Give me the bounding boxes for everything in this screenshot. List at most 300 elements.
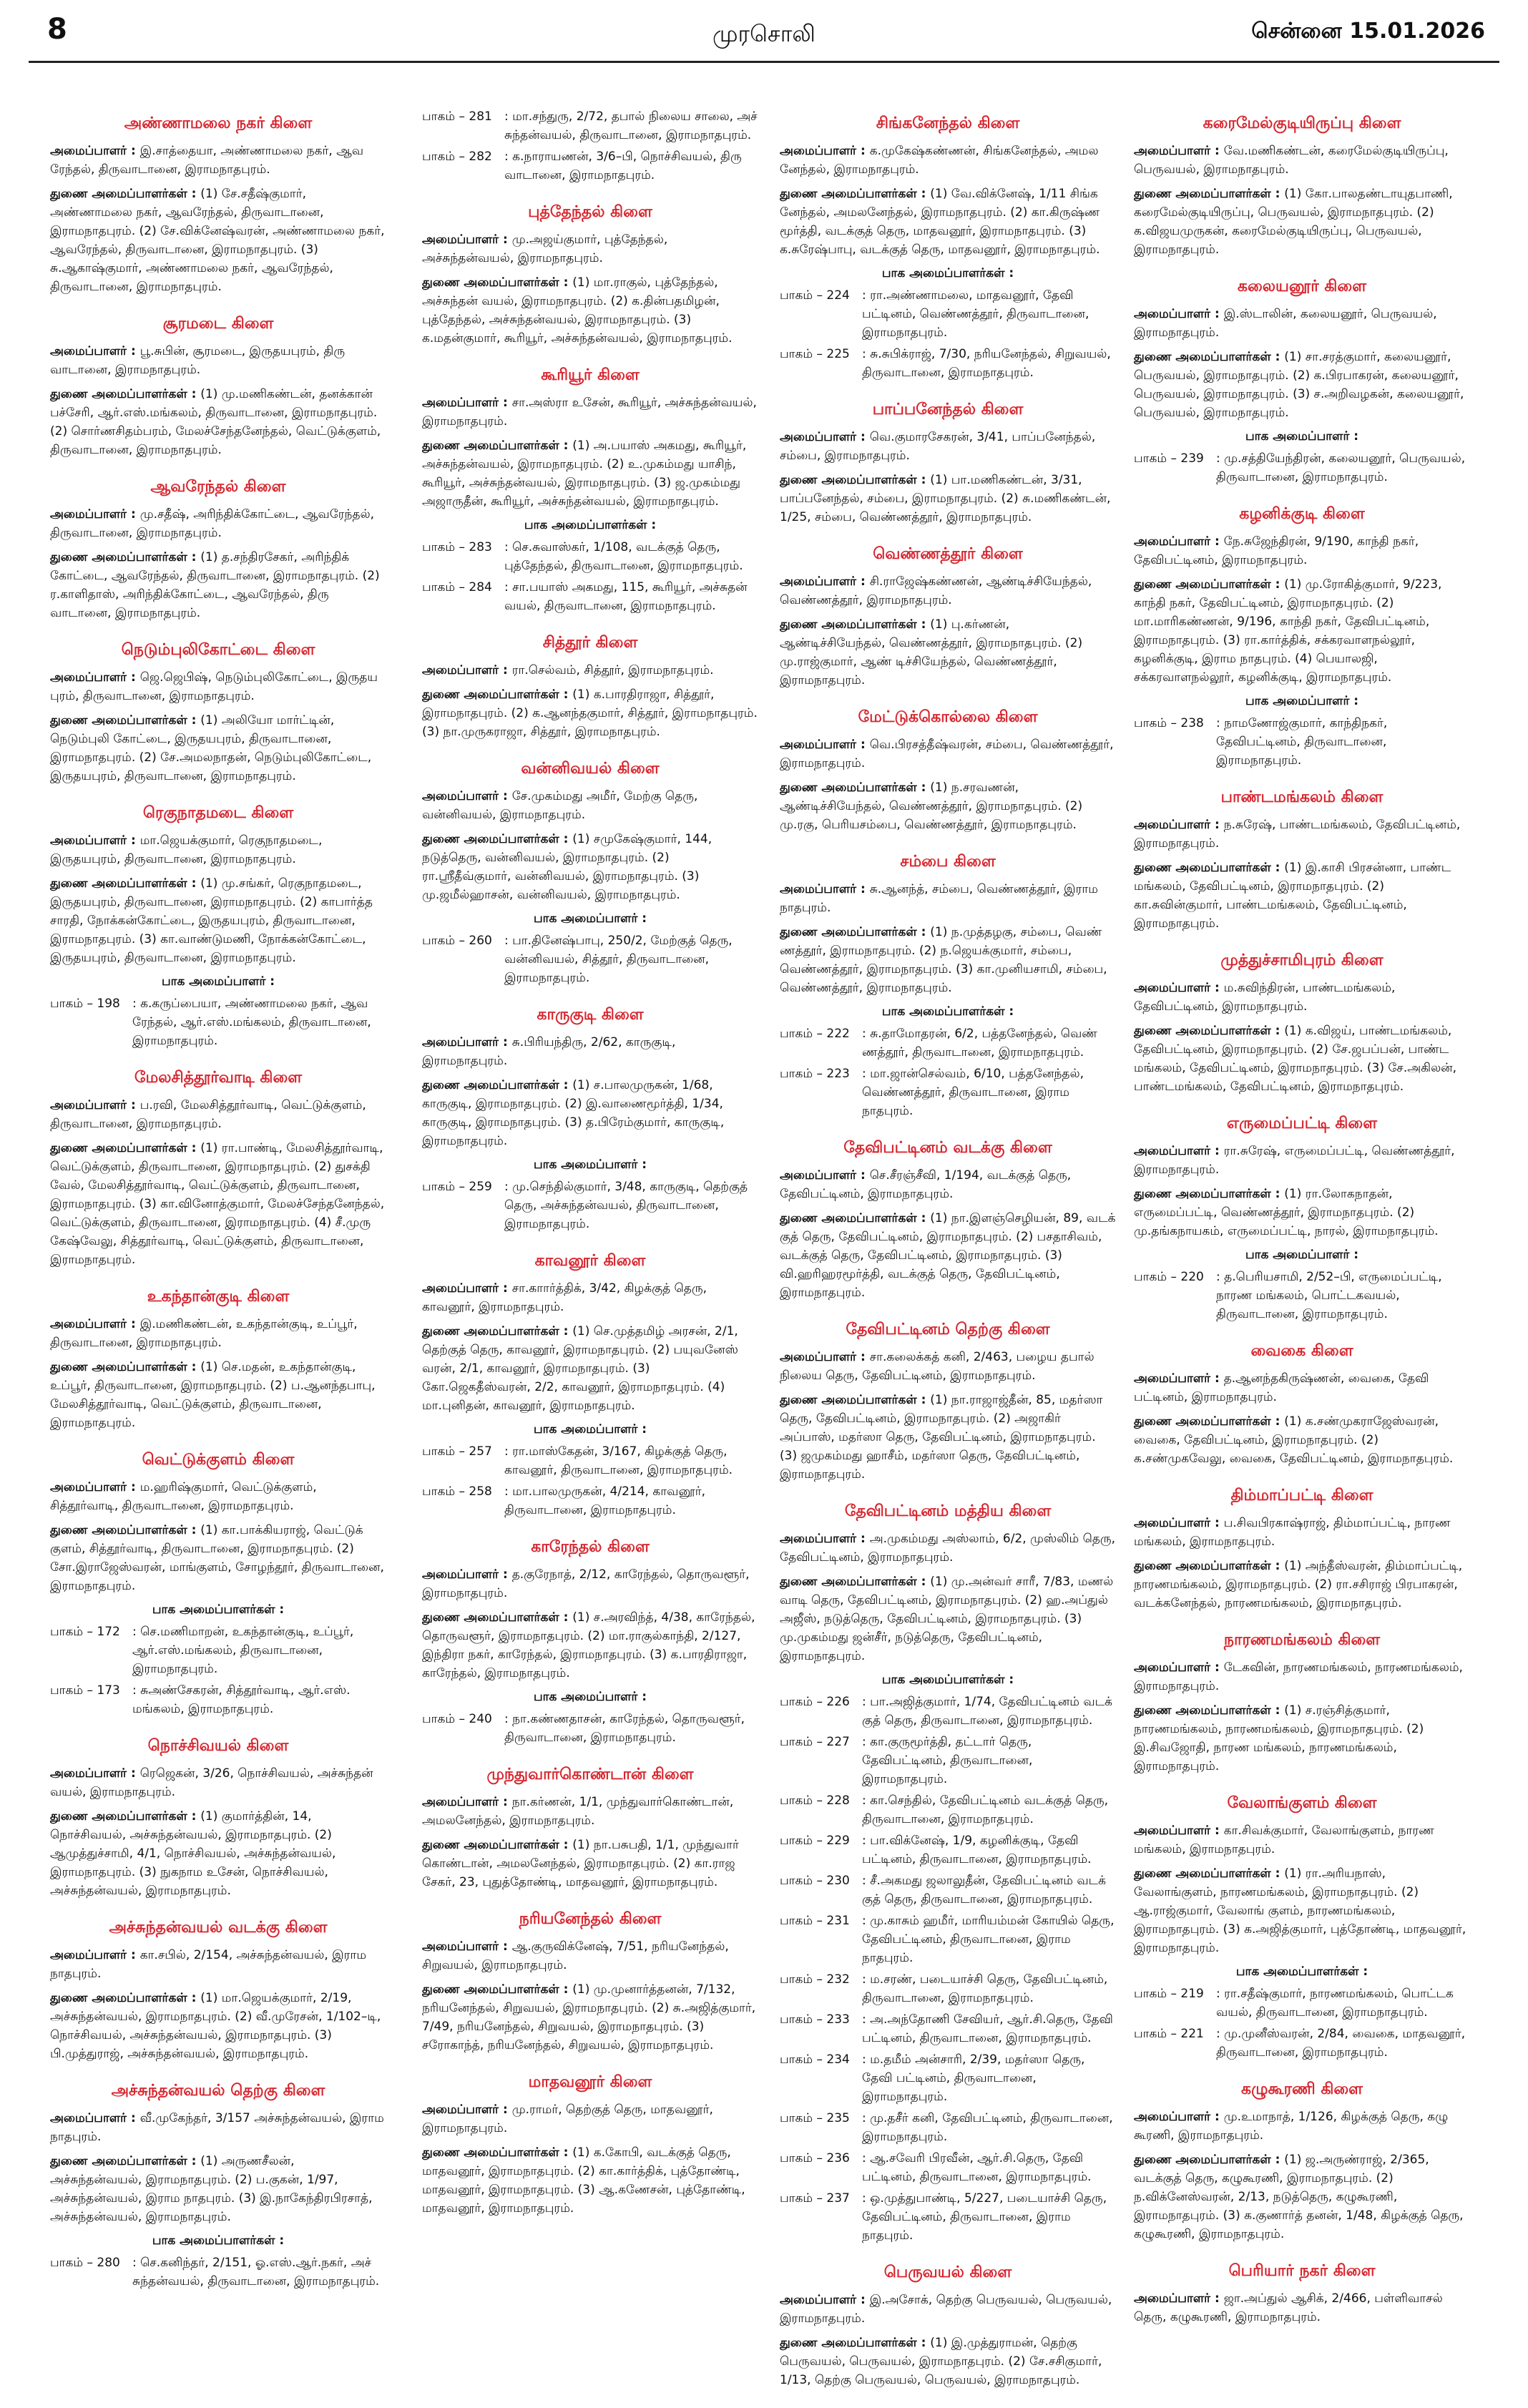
deputy-organizers-entry: [1134, 2150, 1470, 2243]
deputy-text: (1) அருணசீலன், அச்சுந்தன்வயல், இராமநாதபுரம். (2) ப.குகன், 1/97, அச்சுந்தன்வயல், இராம நாதபுரம். (3) இ.நாகேந்திரபிரசாத், அச்சுந்தன்வயல், இராமநாதபுரம்.: [50, 2154, 373, 2224]
deputy-text: (1) ச.அரவிந்த், 4/38, காரேந்தல், தொருவளூர், இராமநாதபுரம். (2) மா.ராகுல்காந்தி, 2/127, இந்திரா நகர், காரேந்தல், இராமநாதபுரம். (3) க.பாரதிராஜா, காரேந்தல், இராமநாதபுரம்.: [422, 1610, 755, 1680]
baga-text: : ஆ.சவேரி பிரவீன், ஆர்.சி.தெரு, தேவி பட்டினம், திருவாடானை, இராமநாதபுரம்.: [862, 2151, 1092, 2184]
branch-section: [422, 1910, 758, 2055]
branch-title: தேவிபட்டினம் வடக்கு கிளை: [843, 1139, 1052, 1157]
organizer-label: அமைப்பாளர் :: [1134, 2110, 1224, 2124]
baga-row: [50, 1681, 386, 1718]
organizer-entry: [780, 735, 1116, 773]
branch-title: கழனிக்குடி கிளை: [1239, 505, 1365, 523]
baga-number: பாகம் – 231: [780, 1914, 850, 1928]
baga-number: பாகம் – 227: [780, 1735, 850, 1749]
organizer-label: அமைப்பாளர் :: [50, 2111, 140, 2125]
baga-number: பாகம் – 236: [780, 2151, 850, 2165]
baga-heading: பாக அமைப்பாளர்கள் :: [524, 518, 657, 532]
baga-row: [780, 286, 1116, 342]
organizer-text: க.முகேஷ்கண்ணன், சிங்கனேந்தல், அமல னேந்தல், இராமநாதபுரம்.: [780, 144, 1099, 177]
branch-section: [1134, 1631, 1470, 1776]
baga-text: : மு.செந்தில்குமார், 3/48, காருகுடி, தெற்குத் தெரு, அச்சுந்தன்வயல், திருவாடானை, இராமநாதபுரம்.: [504, 1180, 748, 1231]
baga-number: பாகம் – 219: [1134, 1987, 1204, 2001]
organizer-text: ம.ஹரிஷ்குமார், வெட்டுக்குளம், சித்தூர்வாடி, திருவாடானை, இராமநாதபுரம்.: [50, 1480, 317, 1513]
organizer-text: சி.ராஜேஷ்கண்ணன், ஆண்டிச்சியேந்தல், வெண்ணத்தூர், இராமநாதபுரம்.: [780, 574, 1092, 607]
deputy-label: துணை அமைப்பாளர்கள் :: [780, 780, 931, 795]
deputy-text: (1) ச.ரஞ்சித்குமார், நாரணமங்கலம், நாரணமங்கலம், இராமநாதபுரம். (2) இ.சிவஜோதி, நாரண மங்கலம், நாரணமங்கலம், இராமநாதபுரம்.: [1134, 1703, 1424, 1773]
deputy-text: (1) த.சந்திரசேகர், அரிந்திக் கோட்டை, ஆவரேந்தல், திருவாடானை, இராமநாதபுரம். (2) ர.காளிதாஸ், அரிந்திக்கோட்டை, ஆவரேந்தல், திரு வாடானை, இராமநாதபுரம்.: [50, 550, 380, 620]
baga-number: பாகம் – 240: [422, 1712, 492, 1726]
organizer-label: அமைப்பாளர் :: [422, 233, 512, 247]
branch-title: வன்னிவயல் கிளை: [521, 760, 660, 778]
deputy-text: (1) ரா.அரியநாஸ், வேலாங்குளம், நாரணமங்கலம், இராமநாதபுரம். (2) ஆ.ராஜ்குமார், வேலாங் குளம், நாரணமங்கலம், இராமநாதபுரம். (3) க.அஜித்குமார், புத்தோண்டி, மாதவனூர், இராமநாதபுரம்.: [1134, 1866, 1466, 1955]
deputy-label: துணை அமைப்பாளர்கள் :: [780, 187, 931, 201]
baga-number: பாகம் – 282: [422, 150, 492, 164]
baga-row: [422, 107, 758, 145]
deputy-text: (1) இ.காசி பிரசன்னா, பாண்ட மங்கலம், தேவிபட்டினம், இராமநாதபுரம். (2) கா.சுவின்குமார், பாண்டமங்கலம், தேவிபட்டினம், இராமநாதபுரம்.: [1134, 861, 1451, 931]
organizer-entry: [1134, 1369, 1470, 1406]
deputy-label: துணை அமைப்பாளர்கள் :: [1134, 1024, 1285, 1038]
organizer-label: அமைப்பாளர் :: [780, 1532, 870, 1546]
organizer-label: அமைப்பாளர் :: [1134, 1371, 1224, 1386]
baga-number: பாகம் – 228: [780, 1793, 850, 1808]
deputy-organizers-entry: [1134, 1185, 1470, 1240]
branch-title: ஆவரேந்தல் கிளை: [150, 478, 286, 496]
deputy-label: துணை அமைப்பாளர்கள் :: [50, 876, 201, 891]
deputy-organizers-entry: [422, 1608, 758, 1683]
baga-text: : ரா.அண்ணாமலை, மாதவனூர், தேவி பட்டினம், வெண்ணத்தூர், திருவாடானை, இராமநாதபுரம்.: [862, 288, 1089, 340]
branch-section: [50, 804, 386, 1050]
baga-text: : ரா.சதீஷ்குமார், நாரணமங்கலம், பொட்டக வயல், திருவாடானை, இராமநாதபுரம்.: [1216, 1987, 1454, 2020]
organizer-text: ம.சுவிந்திரன், பாண்டமங்கலம், தேவிபட்டினம், இராமநாதபுரம்.: [1134, 981, 1396, 1014]
baga-text: : மு.சத்தியேந்திரன், கலையனூர், பெருவயல், திருவாடானை, இராமநாதபுரம்.: [1216, 451, 1466, 484]
baga-number: பாகம் – 172: [50, 1625, 120, 1639]
organizer-text: பூ.சுபின், சூரமடை, இருதயபுரம், திரு வாடானை, இராமநாதபுரம்.: [50, 344, 346, 377]
organizer-entry: [1134, 1658, 1470, 1695]
baga-row: [780, 2189, 1116, 2245]
deputy-label: துணை அமைப்பாளர்கள் :: [1134, 1559, 1285, 1573]
baga-text: : நாமணோஜ்குமார், காந்திநகர், தேவிபட்டினம், திருவாடானை, இராமநாதபுரம்.: [1216, 716, 1388, 768]
deputy-text: (1) அ.பயாஸ் அகமது, கூரியூர், அச்சுந்தன்வயல், இராமநாதபுரம். (2) உ.முகம்மது யாசிந், கூரியூர், அச்சுந்தன்வயல், இராமநாதபுரம். (3) ஜ.முகம்மது அஜாருதீன், கூரியூர், அச்சுந்தன்வயல், இராமநாதபுரம்.: [422, 439, 747, 509]
deputy-label: துணை அமைப்பாளர்கள் :: [422, 439, 573, 453]
branch-section: [780, 2263, 1116, 2389]
deputy-label: துணை அமைப்பாளர்கள் :: [50, 1991, 201, 2005]
organizer-text: ஆ.குருவிக்னேஷ், 7/51, நரியனேந்தல், சிறுவயல், இராமநாதபுரம்.: [422, 1939, 729, 1972]
baga-text: : நா.கண்ணதாசன், காரேந்தல், தொருவளூர், திருவாடானை, இராமநாதபுரம்.: [504, 1712, 745, 1745]
baga-text: : சீ.அகமது ஜலாலுதீன், தேவிபட்டினம் வடக் குத் தெரு, திருவாடானை, இராமநாதபுரம்.: [862, 1874, 1107, 1907]
organizer-text: வீ.முகேந்தர், 3/157 அச்சுந்தன்வயல், இராம நாதபுரம்.: [50, 2111, 384, 2144]
branch-section: [780, 1321, 1116, 1484]
baga-heading: பாக அமைப்பாளர் :: [1245, 429, 1359, 444]
organizer-entry: [1134, 532, 1470, 569]
deputy-label: துணை அமைப்பாளர்கள் :: [422, 275, 573, 290]
organizer-entry: [780, 142, 1116, 179]
branch-title: காருகுடி கிளை: [537, 1006, 644, 1024]
branch-section: [50, 1919, 386, 2063]
deputy-organizers-entry: [780, 1572, 1116, 1665]
branch-title: கலையனூர் கிளை: [1237, 278, 1367, 295]
baga-row: [780, 1871, 1116, 1909]
branch-title: சம்பை கிளை: [900, 853, 996, 871]
deputy-text: (1) ஜ.அருண்ராஜ், 2/365, வடக்குத் தெரு, கழுகூரணி, இராமநாதபுரம். (2) ந.விக்னேஸ்வரன், 2/13, நடுத்தெரு, கழுகூரணி, இராமநாதபுரம். (3) க.குணார்த் தனன், 1/48, கிழக்குத் தெரு, கழுகூரணி, இராமநாதபுரம்.: [1134, 2153, 1464, 2241]
baga-heading: பாக அமைப்பாளர் :: [533, 1157, 647, 1172]
organizer-text: மு.உமாநாத், 1/126, கிழக்குத் தெரு, கழு கூரணி, இராமநாதபுரம்.: [1134, 2110, 1449, 2143]
organizer-label: அமைப்பாளர் :: [50, 144, 140, 158]
organizer-entry: [422, 1565, 758, 1602]
organizer-text: மு.அஜய்குமார், புத்தேந்தல், அச்சுந்தன்வயல், இராமநாதபுரம்.: [422, 233, 668, 265]
organizer-text: இ.மணிகண்டன், உகந்தான்குடி, உப்பூர், திருவாடானை, இராமநாதபுரம்.: [50, 1317, 358, 1350]
deputy-organizers-entry: [780, 185, 1116, 259]
organizer-entry: [422, 661, 758, 680]
branch-title: உகந்தான்குடி கிளை: [147, 1288, 290, 1306]
branch-section: [422, 203, 758, 348]
page-number: 8: [47, 13, 67, 46]
baga-number: பாகம் – 283: [422, 540, 492, 554]
organizer-text: நா.கர்ணன், 1/1, முந்துவார்கொண்டான், அமலனேந்தல், இராமநாதபுரம்.: [422, 1795, 734, 1828]
deputy-text: (1) க.விஜய், பாண்டமங்கலம், தேவிபட்டினம், இராமநாதபுரம். (2) சே.ஜபப்பன், பாண்ட மங்கலம், தேவிபட்டினம், இராமநாதபுரம். (3) சே.அகிலன், பாண்டமங்கலம், தேவிபட்டினம், இராமநாதபுரம்.: [1134, 1024, 1457, 1094]
organizer-text: மு.ராமர், தெற்குத் தெரு, மாதவனூர், இராமநாதபுரம்.: [422, 2103, 713, 2135]
deputy-label: துணை அமைப்பாளர்கள் :: [50, 187, 201, 201]
organizer-text: டேகவின், நாரணமங்கலம், நாரணமங்கலம், இராமநாதபுரம்.: [1134, 1660, 1463, 1693]
baga-heading: பாக அமைப்பாளர்கள் :: [881, 1004, 1014, 1019]
branch-title: நொச்சிவயல் கிளை: [147, 1737, 289, 1755]
branch-section: [1134, 2080, 1470, 2243]
branch-section: [780, 1502, 1116, 2245]
baga-number: பாகம் – 173: [50, 1683, 120, 1698]
branch-title: வைகை கிளை: [1250, 1342, 1353, 1360]
branch-title: கரைமேல்குடியிருப்பு கிளை: [1203, 114, 1401, 132]
deputy-text: (1) கா.பாக்கியராஜ், வெட்டுக் குளம், சித்தூர்வாடி, திருவாடானை, இராமநாதபுரம். (2) சோ.இராஜேஸ்வரன், மாங்குளம், சோழந்தூர், திருவாடானை, இராமநாதபுரம்.: [50, 1523, 384, 1593]
organizer-label: அமைப்பாளர் :: [1134, 144, 1224, 158]
baga-row: [780, 2050, 1116, 2106]
deputy-organizers-entry: [50, 1139, 386, 1269]
baga-heading: பாக அமைப்பாளர் :: [533, 911, 647, 926]
organizer-entry: [50, 505, 386, 542]
branch-title: சித்தூர் கிளை: [542, 634, 638, 652]
organizer-entry: [780, 1530, 1116, 1567]
branch-section: [422, 1006, 758, 1233]
branch-section: [1134, 1115, 1470, 1323]
deputy-label: துணை அமைப்பாளர்கள் :: [50, 713, 201, 728]
baga-heading: பாக அமைப்பாளர்கள் :: [881, 1673, 1014, 1687]
baga-row: [780, 1693, 1116, 1730]
organizer-text: ரா.சுரேஷ், எருமைப்பட்டி, வெண்ணத்தூர், இராமநாதபுரம்.: [1134, 1144, 1455, 1177]
branch-title: சூரமடை கிளை: [162, 315, 274, 333]
baga-number: பாகம் – 221: [1134, 2027, 1204, 2041]
deputy-organizers-entry: [422, 1076, 758, 1150]
deputy-label: துணை அமைப்பாளர்கள் :: [50, 2154, 201, 2168]
baga-text: : கா.செந்தில், தேவிபட்டினம் வடக்குத் தெரு, திருவாடானை, இராமநாதபுரம்.: [862, 1793, 1109, 1826]
organizer-label: அமைப்பாளர் :: [422, 789, 512, 803]
baga-row: [1134, 449, 1470, 486]
baga-row: [780, 345, 1116, 382]
deputy-organizers-entry: [1134, 1557, 1470, 1612]
baga-number: பாகம் – 235: [780, 2111, 850, 2125]
organizer-text: சா.கலைக்கத் கனி, 2/463, பழைய தபால் நிலைய தெரு, தேவிபட்டினம், இராமநாதபுரம்.: [780, 1350, 1094, 1383]
organizer-entry: [50, 1315, 386, 1352]
organizer-label: அமைப்பாளர் :: [1134, 1144, 1224, 1158]
deputy-label: துணை அமைப்பாளர்கள் :: [1134, 861, 1285, 875]
deputy-label: துணை அமைப்பாளர்கள் :: [50, 1141, 201, 1155]
branch-title: பாப்பனேந்தல் கிளை: [872, 401, 1024, 419]
deputy-organizers-entry: [50, 1807, 386, 1900]
organizer-label: அமைப்பாளர் :: [50, 670, 140, 685]
header-rule: [29, 61, 1499, 63]
branch-section: [1134, 1487, 1470, 1612]
branch-title: அண்ணாமலை நகர் கிளை: [124, 114, 313, 132]
organizer-label: அமைப்பாளர் :: [50, 344, 140, 358]
deputy-text: (1) ரா.பாண்டி, மேலசித்தூர்வாடி, வெட்டுக்குளம், திருவாடானை, இராமநாதபுரம். (2) துசக்தி வேல், மேலசித்தூர்வாடி, வெட்டுக்குளம், திருவாடானை, இராமநாதபுரம். (3) கா.வினோத்குமார், மேலச்சேந்தனேந்தல், வெட்டுக்குளம், திருவாடானை, இராமநாதபுரம். (4) சீ.முரு கேஷ்வேலு, சித்தூர்வாடி, வெட்டுக்குளம், திருவாடானை, இராமநாதபுரம்.: [50, 1141, 385, 1267]
organizer-label: அமைப்பாளர் :: [780, 574, 870, 589]
organizer-text: இ.சாத்தையா, அண்ணாமலை நகர், ஆவ ரேந்தல், திருவாடானை, இராமநாதபுரம்.: [50, 144, 363, 177]
deputy-text: (1) மா.ராகுல், புத்தேந்தல், அச்சுந்தன் வயல், இராமநாதபுரம். (2) க.தின்பதமிழன், புத்தேந்தல், அச்சுந்தன்வயல், இராமநாதபுரம். (3) க.மதன்குமார், கூரியூர், அச்சுந்தன்வயல், இராமநாதபுரம்.: [422, 275, 733, 346]
baga-text: : சு.சுபிக்ராஜ், 7/30, நரியனேந்தல், சிறுவயல், திருவாடானை, இராமநாதபுரம்.: [862, 347, 1111, 380]
branch-section: [780, 114, 1116, 382]
deputy-organizers-entry: [50, 185, 386, 296]
organizer-entry: [1134, 979, 1470, 1016]
deputy-text: (1) மு.மணிகண்டன், தனக்கான் பச்சேரி, ஆர்.எஸ்.மங்கலம், திருவாடானை, இராமநாதபுரம். (2) சொர்ணசிதம்பரம், மேலச்சேந்தனேந்தல், வெட்டுக்குளம், திருவாடானை, இராமநாதபுரம்.: [50, 387, 381, 457]
branch-title: வெண்ணத்தூர் கிளை: [873, 545, 1023, 563]
deputy-text: (1) வே.விக்னேஷ், 1/11 சிங்க னேந்தல், அமலனேந்தல், இராமநாதபுரம். (2) கா.கிருஷ்ண மூர்த்தி, வடக்குத் தெரு, மாதவனூர், இராமநாதபுரம். (3) க.சுரேஷ்பாபு, வடக்குத் தெரு, மாதவனூர், இராமநாதபுரம்.: [780, 187, 1100, 257]
baga-text: : ம.தமீம் அன்சாரி, 2/39, மதர்ஸா தெரு, தேவி பட்டினம், திருவாடானை, இராமநாதபுரம்.: [862, 2052, 1085, 2104]
deputy-organizers-entry: [1134, 858, 1470, 933]
baga-text: : மா.ஜான்செல்வம், 6/10, பத்தனேந்தல், வெண்ணத்தூர், திருவாடானை, இராம நாதபுரம்.: [862, 1067, 1084, 1118]
baga-row: [422, 1710, 758, 1747]
baga-heading: பாக அமைப்பாளர்கள் :: [152, 1602, 285, 1617]
deputy-label: துணை அமைப்பாளர்கள் :: [50, 1809, 201, 1824]
deputy-organizers-entry: [422, 436, 758, 511]
baga-text: : பா.தினேஷ்பாபு, 250/2, மேற்குத் தெரு, வன்னிவயல், சித்தூர், திருவாடானை, இராமநாதபுரம்.: [504, 934, 733, 985]
organizer-text: சா.அஸ்ரா உசேன், கூரியூர், அச்சுந்தன்வயல், இராமநாதபுரம்.: [422, 396, 757, 429]
organizer-text: நே.சுஜேந்திரன், 9/190, காந்தி நகர், தேவிபட்டினம், இராமநாதபுரம்.: [1134, 534, 1419, 567]
baga-row: [422, 538, 758, 575]
organizer-label: அமைப்பாளர் :: [50, 1098, 140, 1112]
organizer-text: ந.சுரேஷ், பாண்டமங்கலம், தேவிபட்டினம், இராமநாதபுரம்.: [1134, 818, 1461, 851]
column-2: [422, 107, 758, 2236]
organizer-text: செ.சீரஞ்சீவி, 1/194, வடக்குத் தெரு, தேவிபட்டினம், இராமநாதபுரம்.: [780, 1168, 1072, 1201]
branch-title: பெருவயல் கிளை: [883, 2263, 1012, 2281]
baga-row: [780, 1733, 1116, 1788]
deputy-label: துணை அமைப்பாளர்கள் :: [780, 1575, 931, 1589]
deputy-label: துணை அமைப்பாளர்கள் :: [422, 1078, 573, 1092]
baga-row: [780, 2109, 1116, 2146]
deputy-text: (1) மு.முனார்த்தனன், 7/132, நரியனேந்தல், சிறுவயல், இராமநாதபுரம். (2) சு.அஜித்குமார், 7/49, நரியனேந்தல், சிறுவயல், இராமநாதபுரம். (3) சரோகாந்த், நரியனேந்தல், சிறுவயல், இராமநாதபுரம்.: [422, 1982, 756, 2052]
deputy-label: துணை அமைப்பாளர்கள் :: [780, 473, 931, 487]
organizer-text: சு.பிரியந்திரு, 2/62, காருகுடி, இராமநாதபுரம்.: [422, 1035, 676, 1068]
baga-row: [50, 1623, 386, 1678]
deputy-label: துணை அமைப்பாளர்கள் :: [1134, 1187, 1285, 1201]
organizer-label: அமைப்பாளர் :: [422, 1567, 512, 1582]
organizer-entry: [422, 787, 758, 824]
organizer-label: அமைப்பாளர் :: [780, 430, 870, 444]
baga-row: [422, 147, 758, 185]
organizer-text: ப.சிவபிரகாஷ்ராஜ், திம்மாப்பட்டி, நாரண மங்கலம், இராமநாதபுரம்.: [1134, 1516, 1451, 1549]
organizer-entry: [50, 1096, 386, 1133]
branch-section: [50, 1451, 386, 1718]
organizer-label: அமைப்பாளர் :: [1134, 307, 1224, 321]
baga-row: [50, 994, 386, 1050]
branch-title: வேலாங்குளம் கிளை: [1227, 1794, 1377, 1812]
deputy-text: (1) மு.ரோகித்குமார், 9/223, காந்தி நகர், தேவிபட்டினம், இராமநாதபுரம். (2) மா.மாரிகண்ணன், 9/196, காந்தி நகர், தேவிபட்டினம், இராமநாதபுரம். (3) ரா.கார்த்திக், சக்கரவாளநல்லூர், கழனிக்குடி, இராம நாதபுரம். (4) பெயாலஜி, சக்கரவாளநல்லூர், கழனிக்குடி, இராமநாதபுரம்.: [1134, 577, 1442, 685]
organizer-text: சே.முகம்மது அமீர், மேற்கு தெரு, வன்னிவயல், இராமநாதபுரம்.: [422, 789, 698, 822]
deputy-text: (1) செ.முத்தமிழ் அரசன், 2/1, தெற்குத் தெரு, காவனூர், இராமநாதபுரம். (2) பயுவனேஸ் வரன், 2/1, காவனூர், இராமநாதபுரம். (3) கோ.ஜெகதீஸ்வரன், 2/2, காவனூர், இராமநாதபுரம். (4) மா.புனிதன், காவனூர், இராமநாதபுரம்.: [422, 1324, 738, 1413]
deputy-label: துணை அமைப்பாளர்கள் :: [422, 687, 573, 702]
deputy-text: (1) ரா.லோகநாதன், எருமைப்பட்டி, வெண்ணத்தூர், இராமநாதபுரம். (2) மு.தங்கநாயகம், எருமைப்பட்டி, நாரல், இராமநாதபுரம்.: [1134, 1187, 1439, 1238]
branch-title: மாதவனூர் கிளை: [528, 2073, 652, 2091]
baga-number: பாகம் – 258: [422, 1484, 492, 1499]
deputy-organizers-entry: [50, 1521, 386, 1595]
branch-title: கழுகூரணி கிளை: [1240, 2080, 1363, 2098]
deputy-text: (1) பு.கர்ணன், ஆண்டிச்சியேந்தல், வெண்ணத்தூர், இராமநாதபுரம். (2) மு.ராஜ்குமார், ஆண் டிச்சியேந்தல், வெண்ணத்தூர், இராமநாதபுரம்.: [780, 617, 1083, 687]
branch-section: [422, 366, 758, 615]
organizer-label: அமைப்பாளர் :: [1134, 534, 1224, 549]
deputy-label: துணை அமைப்பாளர்கள் :: [780, 925, 931, 939]
deputy-text: (1) க.பாரதிராஜா, சித்தூர், இராமநாதபுரம். (2) க.ஆனந்தகுமார், சித்தூர், இராமநாதபுரம். (3) நா.முருகராஜா, சித்தூர், இராமநாதபுரம்.: [422, 687, 758, 739]
branch-section: [422, 760, 758, 987]
branch-section: [1134, 1794, 1470, 2062]
branch-title: திம்மாப்பட்டி கிளை: [1230, 1487, 1373, 1504]
organizer-label: அமைப்பாளர் :: [50, 507, 140, 522]
baga-number: பாகம் – 225: [780, 347, 850, 361]
branch-section: [50, 1737, 386, 1900]
organizer-entry: [50, 342, 386, 379]
deputy-organizers-entry: [1134, 348, 1470, 422]
section-continued: [422, 107, 758, 185]
deputy-organizers-entry: [422, 2143, 758, 2218]
branch-title: ரெகுநாதமடை கிளை: [142, 804, 294, 822]
deputy-text: (1) செ.மதன், உகந்தான்குடி, உப்பூர், திருவாடானை, இராமநாதபுரம். (2) ப.ஆனந்தபாபு, மேலசித்தூர்வாடி, வெட்டுக்குளம், திருவாடானை, இராமநாதபுரம்.: [50, 1360, 376, 1430]
deputy-text: (1) மு.சங்கர், ரெகுநாதமடை, இருதயபுரம், திருவாடானை, இராமநாதபுரம். (2) காபார்த்த சாரதி, நோக்கன்கோட்டை, இருதயபுரம், திருவாடானை, இராமநாதபுரம். (3) கா.வாண்டுமணி, நோக்கன்கோட்டை, இருதயபுரம், திருவாடானை, இராமநாதபுரம்.: [50, 876, 373, 965]
column-1: [50, 107, 386, 2309]
branch-title: சிங்கனேந்தல் கிளை: [876, 114, 1020, 132]
deputy-text: (1) சே.சதீஷ்குமார், அண்ணாமலை நகர், ஆவரேந்தல், திருவாடானை, இராமநாதபுரம். (2) சே.விக்னேஷ்வரன், அண்ணாமலை நகர், ஆவரேந்தல், திருவாடானை, இராமநாதபுரம். (3) சு.ஆகாஷ்குமார், அண்ணாமலை நகர், ஆவரேந்தல், திருவாடானை, இராமநாதபுரம்.: [50, 187, 385, 294]
organizer-entry: [50, 1478, 386, 1515]
branch-title: நாரணமங்கலம் கிளை: [1223, 1631, 1381, 1649]
organizer-text: ஜா.அப்துல் ஆசிக், 2/466, பள்ளிவாசல் தெரு, கழுகூரணி, இராமநாதபுரம்.: [1134, 2291, 1443, 2324]
organizer-entry: [50, 668, 386, 705]
deputy-text: (1) நா.ராஜாஜ்தீன், 85, மதர்ஸா தெரு, தேவிபட்டினம், இராமநாதபுரம். (2) அஜாகிர் அப்பாஸ், மதர்ஸா தெரு, தேவிபட்டினம், இராமநாதபுரம். (3) ஜமுகம்மது ஹாசீம், மதர்ஸா தெரு, தேவிபட்டினம், இராமநாதபுரம்.: [780, 1393, 1103, 1482]
deputy-organizers-entry: [50, 711, 386, 785]
baga-row: [780, 1791, 1116, 1829]
branch-section: [422, 2073, 758, 2218]
organizer-entry: [1134, 2289, 1470, 2326]
newspaper-name: முரசொலி: [712, 20, 816, 47]
branch-title: காரேந்தல் கிளை: [531, 1538, 650, 1556]
baga-row: [422, 931, 758, 987]
branch-section: [780, 545, 1116, 690]
branch-title: வெட்டுக்குளம் கிளை: [142, 1451, 295, 1469]
organizer-text: ஜெ.ஜெபிஷ், நெடும்புலிகோட்டை, இருதய புரம், திருவாடானை, இராமநாதபுரம்.: [50, 670, 378, 703]
baga-text: : மு.முனீஸ்வரன், 2/84, வைகை, மாதவனூர், திருவாடானை, இராமநாதபுரம்.: [1216, 2027, 1466, 2060]
baga-number: பாகம் – 229: [780, 1834, 850, 1848]
baga-text: : சு.தாமோதரன், 6/2, பத்தனேந்தல், வெண் ணத்தூர், திருவாடானை, இராமநாதபுரம்.: [862, 1027, 1097, 1059]
baga-heading: பாக அமைப்பாளர் :: [1245, 694, 1359, 708]
branch-title: முத்துச்சாமிபுரம் கிளை: [1220, 951, 1383, 969]
organizer-text: வெ.பிரசத்தீஷ்வரன், சம்பை, வெண்ணத்தூர், இராமநாதபுரம்.: [780, 738, 1114, 770]
baga-row: [780, 1912, 1116, 1967]
organizer-entry: [422, 1793, 758, 1830]
deputy-organizers-entry: [422, 1980, 758, 2055]
branch-section: [50, 114, 386, 296]
branch-title: அச்சுந்தன்வயல் தெற்கு கிளை: [111, 2082, 325, 2100]
baga-number: பாகம் – 260: [422, 934, 492, 948]
deputy-organizers-entry: [50, 548, 386, 622]
branch-section: [50, 1069, 386, 1269]
organizer-entry: [50, 2109, 386, 2146]
deputy-organizers-entry: [780, 778, 1116, 834]
baga-row: [780, 1024, 1116, 1062]
organizer-entry: [50, 1946, 386, 1983]
baga-text: : மா.சந்துரு, 2/72, தபால் நிலைய சாலை, அச் சுந்தன்வயல், திருவாடானை, இராமநாதபுரம்.: [504, 109, 758, 142]
baga-row: [780, 1970, 1116, 2007]
deputy-label: துணை அமைப்பாளர்கள் :: [780, 1211, 931, 1225]
organizer-label: அமைப்பாளர் :: [422, 1939, 512, 1954]
deputy-label: துணை அமைப்பாளர்கள் :: [422, 1324, 573, 1338]
organizer-entry: [780, 880, 1116, 917]
branch-section: [1134, 788, 1470, 933]
organizer-entry: [1134, 2108, 1470, 2145]
baga-text: : பா.அஜித்குமார், 1/74, தேவிபட்டினம் வடக் குத் தெரு, திருவாடானை, இராமநாதபுரம்.: [862, 1695, 1112, 1728]
baga-row: [422, 1482, 758, 1519]
deputy-organizers-entry: [1134, 1864, 1470, 1957]
baga-row: [1134, 714, 1470, 770]
deputy-text: (1) க.சண்முகராஜேஸ்வரன், வைகை, தேவிபட்டினம், இராமநாதபுரம். (2) க.சண்முகவேலு, வைகை, தேவிபட்டினம், இராமநாதபுரம்.: [1134, 1414, 1454, 1466]
edition-date: சென்னை 15.01.2026: [1251, 19, 1485, 44]
branch-section: [780, 1139, 1116, 1302]
organizer-text: ரெஜெகன், 3/26, நொச்சிவயல், அச்சுந்தன் வயல், இராமநாதபுரம்.: [50, 1766, 373, 1799]
deputy-organizers-entry: [50, 2152, 386, 2226]
organizer-entry: [422, 393, 758, 431]
organizer-text: சு.ஆனந்த், சம்பை, வெண்ணத்தூர், இராம நாதபுரம்.: [780, 882, 1098, 915]
deputy-text: (1) மு.அன்வர் சாரீ, 7/83, மணல் வாடி தெரு, தேவிபட்டினம், இராமநாதபுரம். (2) ஹ.அப்துல் அஜீஸ், நடுத்தெரு, தேவிபட்டினம், இராமநாதபுரம். (3) மு.முகம்மது ஜன்சீர், நடுத்தெரு, தேவிபட்டினம், இராமநாதபுரம்.: [780, 1575, 1114, 1663]
branch-title: கூரியூர் கிளை: [541, 366, 640, 384]
baga-text: : ஒ.முத்துபாண்டி, 5/227, படையாச்சி தெரு, தேவிபட்டினம், திருவாடானை, இராம நாதபுரம்.: [862, 2191, 1107, 2243]
organizer-text: ப.ரவி, மேலசித்தூர்வாடி, வெட்டுக்குளம், திருவாடானை, இராமநாதபுரம்.: [50, 1098, 366, 1131]
organizer-entry: [780, 1166, 1116, 1203]
baga-number: பாகம் – 232: [780, 1972, 850, 1987]
organizer-entry: [50, 831, 386, 868]
organizer-entry: [780, 2291, 1116, 2328]
organizer-text: த.ஆனந்தகிருஷ்ணன், வைகை, தேவி பட்டினம், இராமநாதபுரம்.: [1134, 1371, 1429, 1404]
deputy-label: துணை அமைப்பாளர்கள் :: [1134, 187, 1285, 201]
branch-title: முந்துவார்கொண்டான் கிளை: [486, 1766, 694, 1783]
organizer-entry: [50, 142, 386, 179]
baga-row: [1134, 2025, 1470, 2062]
branch-section: [1134, 1342, 1470, 1468]
organizer-label: அமைப்பாளர் :: [1134, 2291, 1224, 2306]
deputy-organizers-entry: [1134, 185, 1470, 259]
baga-text: : க.நாராயணன், 3/6–பி, நொச்சிவயல், திரு வாடானை, இராமநாதபுரம்.: [504, 150, 742, 182]
branch-title: எருமைப்பட்டி கிளை: [1226, 1115, 1378, 1132]
deputy-label: துணை அமைப்பாளர்கள் :: [422, 1838, 573, 1852]
organizer-label: அமைப்பாளர் :: [50, 833, 140, 848]
branch-title: நெடும்புலிகோட்டை கிளை: [121, 641, 315, 659]
deputy-organizers-entry: [780, 1209, 1116, 1302]
deputy-organizers-entry: [50, 874, 386, 967]
organizer-entry: [1134, 305, 1470, 342]
baga-number: பாகம் – 224: [780, 288, 850, 303]
organizer-label: அமைப்பாளர் :: [780, 1168, 870, 1183]
baga-number: பாகம் – 226: [780, 1695, 850, 1709]
baga-heading: பாக அமைப்பாளர்கள் :: [152, 2233, 285, 2248]
organizer-label: அமைப்பாளர் :: [1134, 981, 1224, 995]
deputy-organizers-entry: [780, 1391, 1116, 1484]
organizer-entry: [1134, 142, 1470, 179]
baga-number: பாகம் – 257: [422, 1444, 492, 1459]
deputy-organizers-entry: [780, 923, 1116, 997]
organizer-label: அமைப்பாளர் :: [1134, 818, 1224, 832]
baga-row: [1134, 1984, 1470, 2022]
baga-row: [422, 1178, 758, 1233]
organizer-label: அமைப்பாளர் :: [50, 1948, 140, 1962]
deputy-label: துணை அமைப்பாளர்கள் :: [50, 387, 201, 401]
deputy-label: துணை அமைப்பாளர்கள் :: [50, 1360, 201, 1374]
